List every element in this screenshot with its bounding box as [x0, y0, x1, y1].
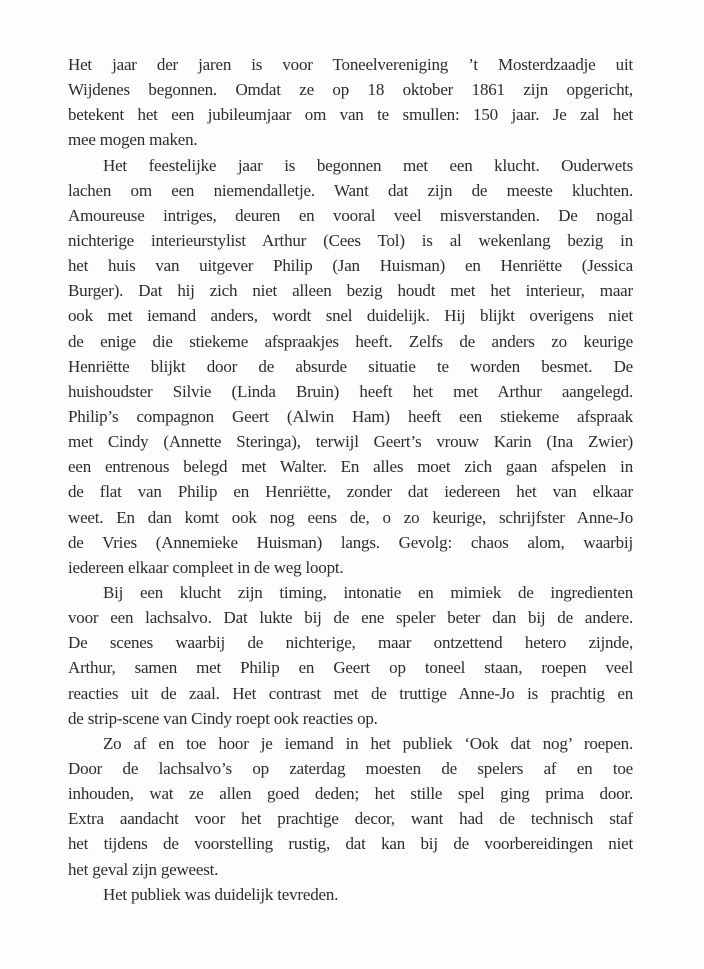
- text-line: Burger). Dat hij zich niet alleen bezig houdt met het interieur, maar: [68, 281, 633, 301]
- text-line: Extra aandacht voor het prachtige decor, want had de technisch staf: [68, 809, 633, 829]
- text-line: Amoureuse intriges, deuren en vooral veel misverstanden. De nogal: [68, 205, 633, 225]
- text-line: Arthur, samen met Philip en Geert op toneel staan, roepen veel: [68, 658, 633, 678]
- paragraph: [68, 882, 633, 907]
- paragraph: [68, 52, 633, 153]
- text-line: een entrenous belegd met Walter. En alles moet zich gaan afspelen in: [68, 457, 633, 477]
- text-line: het tijdens de voorstelling rustig, dat kan bij de voorbereidingen niet: [68, 834, 633, 854]
- text-line: met Cindy (Annette Steringa), terwijl Geert’s vrouw Karin (Ina Zwier): [68, 432, 633, 452]
- text-line: de strip-scene van Cindy roept ook reacties op.: [68, 708, 378, 728]
- text-line: Zo af en toe hoor je iemand in het publiek ‘Ook dat nog’ roepen.: [103, 733, 633, 753]
- text-line: Bij een klucht zijn timing, intonatie en mimiek de ingredienten: [103, 582, 633, 602]
- text-block: [68, 52, 633, 907]
- text-line: Henriëtte blijkt door de absurde situatie te worden besmet. De: [68, 356, 633, 376]
- text-line: iedereen elkaar compleet in de weg loopt.: [68, 557, 344, 577]
- text-line: Het jaar der jaren is voor Toneelvereniging ’t Mosterdzaadje uit: [68, 55, 633, 74]
- text-line: reacties uit de zaal. Het contrast met de truttige Anne-Jo is prachtig en: [68, 683, 633, 703]
- text-line: lachen om een niemendalletje. Want dat zijn de meeste kluchten.: [68, 180, 633, 200]
- text-line: weet. En dan komt ook nog eens de, o zo keurige, schrijfster Anne-Jo: [68, 507, 633, 527]
- text-line: het geval zijn geweest.: [68, 859, 219, 879]
- text-line: mee mogen maken.: [68, 130, 198, 150]
- text-line: betekent het een jubileumjaar om van te smullen: 150 jaar. Je zal het: [68, 105, 633, 125]
- text-line: inhouden, wat ze allen goed deden; het stille spel ging prima door.: [68, 784, 633, 804]
- text-line: Door de lachsalvo’s op zaterdag moesten de spelers af en toe: [68, 758, 633, 778]
- paragraph: [68, 731, 633, 882]
- text-line: Het feestelijke jaar is begonnen met een klucht. Ouderwets: [103, 155, 633, 175]
- text-line: de flat van Philip en Henriëtte, zonder dat iedereen het van elkaar: [68, 482, 633, 502]
- text-line: Wijdenes begonnen. Omdat ze op 18 oktober 1861 zijn opgericht,: [68, 80, 633, 100]
- paragraph: [68, 153, 633, 580]
- text-line: voor een lachsalvo. Dat lukte bij de ene speler beter dan bij de andere.: [68, 608, 633, 628]
- text-line: ook met iemand anders, wordt snel duidelijk. Hij blijkt overigens niet: [68, 306, 633, 326]
- text-line: de Vries (Annemieke Huisman) langs. Gevolg: chaos alom, waarbij: [68, 532, 633, 552]
- text-line: het huis van uitgever Philip (Jan Huisman) en Henriëtte (Jessica: [68, 256, 633, 276]
- text-line: Het publiek was duidelijk tevreden.: [103, 884, 339, 904]
- text-line: De scenes waarbij de nichterige, maar ontzettend hetero zijnde,: [68, 633, 633, 653]
- paragraph: [68, 580, 633, 731]
- text-line: nichterige interieurstylist Arthur (Cees Tol) is al wekenlang bezig in: [68, 230, 633, 250]
- text-line: de enige die stiekeme afspraakjes heeft. Zelfs de anders zo keurige: [68, 331, 633, 351]
- text-line: huishoudster Silvie (Linda Bruin) heeft het met Arthur aangelegd.: [68, 381, 633, 401]
- text-line: Philip’s compagnon Geert (Alwin Ham) heeft een stiekeme afspraak: [68, 406, 633, 426]
